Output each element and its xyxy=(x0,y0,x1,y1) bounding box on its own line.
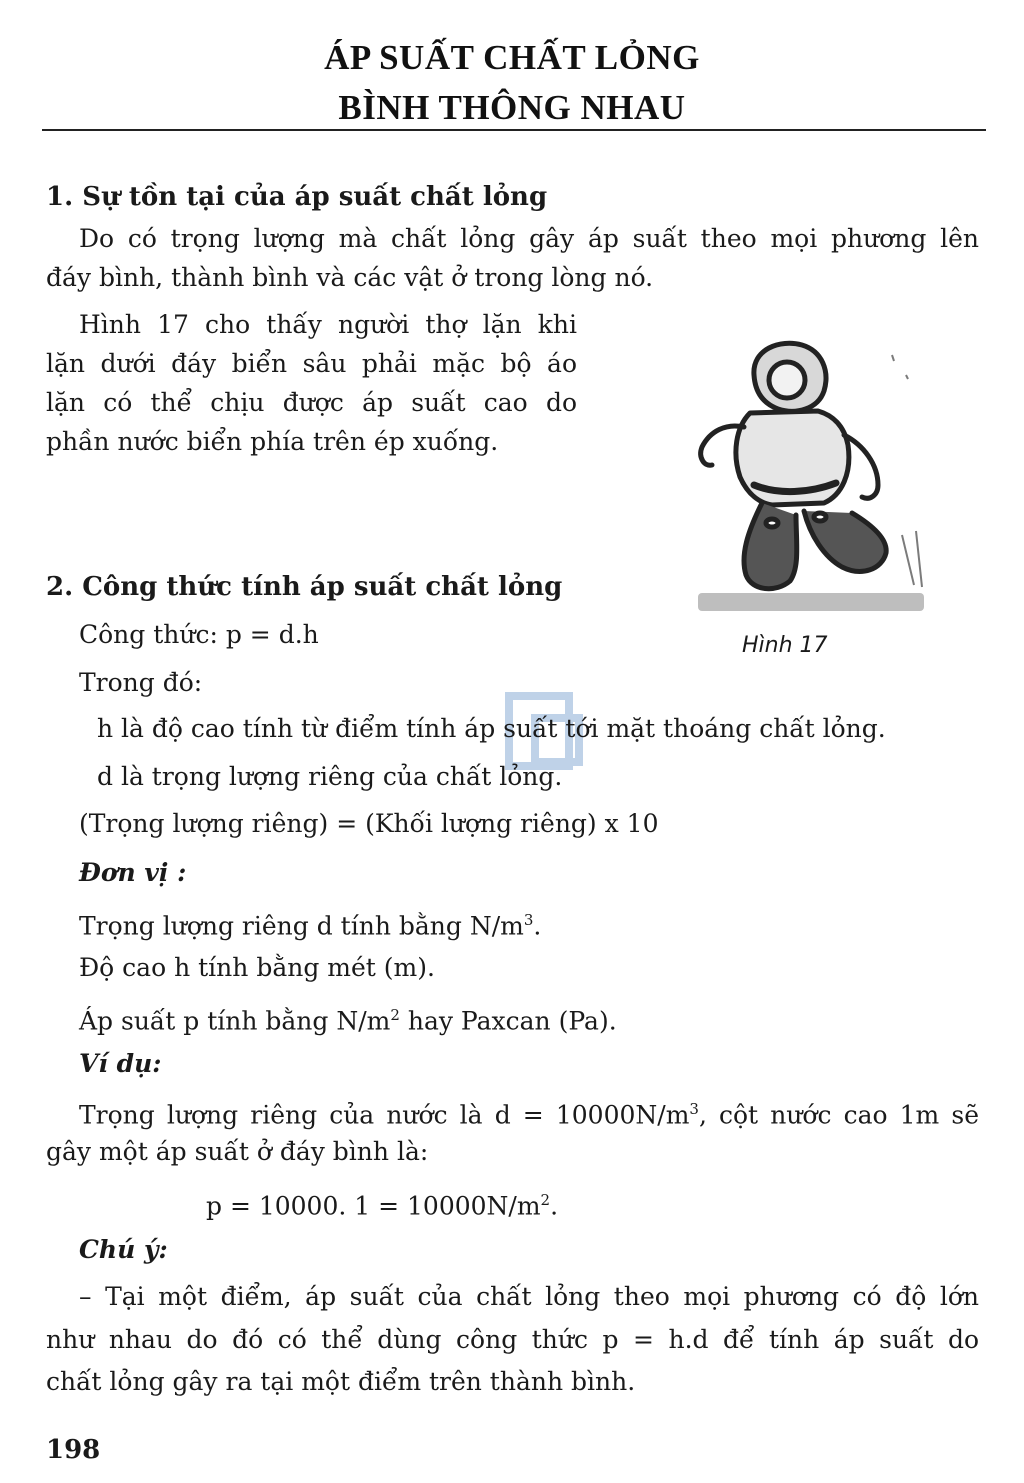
page-title-line1: ÁP SUẤT CHẤT LỎNG xyxy=(324,38,700,77)
section1-para2-line4: phần nước biển phía trên ép xuống. xyxy=(46,427,499,456)
example-line1-a: Trọng lượng riêng của nước là d = 10000N/m xyxy=(79,1100,690,1130)
units-label: Đơn vị : xyxy=(79,858,187,887)
formula-line: Công thức: p = d.h xyxy=(79,620,319,649)
d-definition: d là trọng lượng riêng của chất lỏng. xyxy=(97,762,563,791)
diver-illustration xyxy=(692,335,932,620)
note-line2: như nhau do đó có thể dùng công thức p = h.d để tính áp suất do xyxy=(46,1325,979,1354)
example-line1-b: , cột nước cao 1m sẽ xyxy=(698,1100,979,1130)
unit-h-line: Độ cao h tính bằng mét (m). xyxy=(79,953,435,982)
section1-para1-line2: đáy bình, thành bình và các vật ở trong lòng nó. xyxy=(46,263,654,292)
unit-p-exponent: 2 xyxy=(390,1006,400,1024)
where-label: Trong đó: xyxy=(79,668,203,697)
unit-d-exponent: 3 xyxy=(523,911,534,929)
unit-p-end: hay Paxcan (Pa). xyxy=(399,1006,617,1036)
note-label: Chú ý: xyxy=(79,1235,168,1264)
page-number: 198 xyxy=(46,1435,101,1465)
section1-para2-line3: lặn có thể chịu được áp suất cao do xyxy=(46,388,577,417)
example-line1-exponent: 3 xyxy=(689,1100,699,1118)
title-rule xyxy=(42,129,986,131)
unit-d-end: . xyxy=(533,911,542,941)
section1-para2-line2: lặn dưới đáy biển sâu phải mặc bộ áo xyxy=(46,349,577,378)
section1-para2-line1: Hình 17 cho thấy người thợ lặn khi xyxy=(79,310,577,339)
note-line1: – Tại một điểm, áp suất của chất lỏng theo mọi phương có độ lớn xyxy=(79,1282,979,1311)
example-line1 xyxy=(79,1094,979,1130)
unit-d-line xyxy=(79,905,541,941)
section2-heading: 2. Công thức tính áp suất chất lỏng xyxy=(46,572,563,602)
unit-p-text: Áp suất p tính bằng N/m xyxy=(79,1006,391,1036)
unit-p-line xyxy=(79,1000,617,1036)
example-calculation xyxy=(206,1185,558,1221)
example-calc-exponent: 2 xyxy=(540,1191,551,1209)
section1-para1-line1: Do có trọng lượng mà chất lỏng gây áp suất theo mọi phương lên xyxy=(79,224,979,253)
h-definition: h là độ cao tính từ điểm tính áp suất tới mặt thoáng chất lỏng. xyxy=(97,714,886,743)
relation-line: (Trọng lượng riêng) = (Khối lượng riêng) x 10 xyxy=(79,809,659,838)
example-line2: gây một áp suất ở đáy bình là: xyxy=(46,1137,429,1166)
unit-d-text: Trọng lượng riêng d tính bằng N/m xyxy=(79,911,524,941)
example-label: Ví dụ: xyxy=(79,1049,162,1078)
note-line3: chất lỏng gây ra tại một điểm trên thành bình. xyxy=(46,1367,636,1396)
example-calc-text: p = 10000. 1 = 10000N/m xyxy=(206,1191,541,1221)
example-calc-end: . xyxy=(550,1191,559,1221)
section1-heading: 1. Sự tồn tại của áp suất chất lỏng xyxy=(46,182,548,212)
figure-caption: Hình 17 xyxy=(742,633,828,658)
page-title-line2: BÌNH THÔNG NHAU xyxy=(338,88,686,127)
